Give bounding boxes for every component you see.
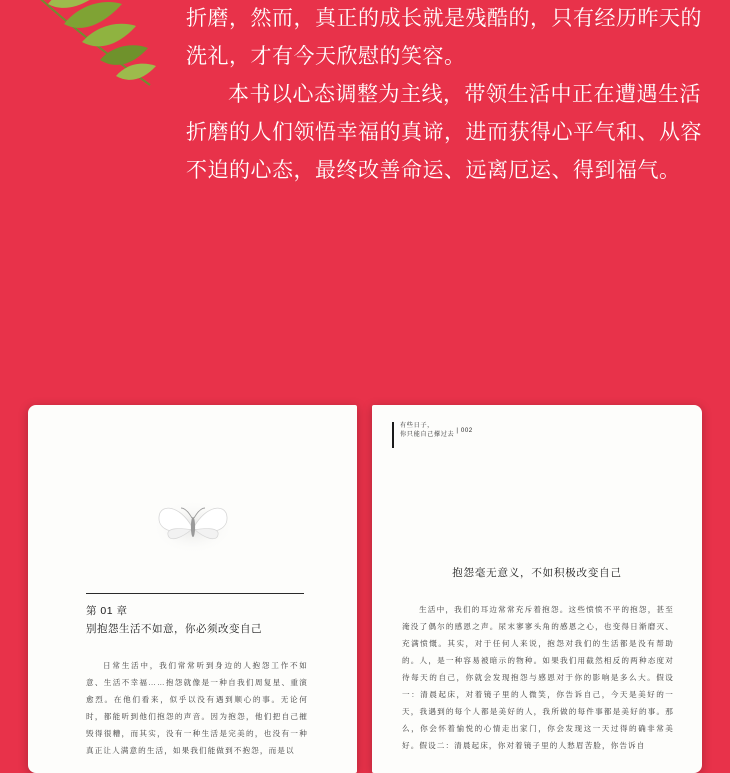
butterfly-icon: [150, 497, 236, 557]
book-spread-preview: [0, 405, 730, 773]
left-page-paragraph: 日常生活中，我们常常听到身边的人抱怨工作不如意、生活不幸福……抱怨就像是一种自我们周复星、重演愈烈。在他们看来，似乎以没有遇到顺心的事。无论何时，都能听到他们抱怨的声音。因为抱怨，他们把自己摧毁得很糟，而其实，没有一种生活是完美的，也没有一种真正让人满意的生活，如果我们能做到不抱怨，而是以: [86, 661, 308, 755]
butterfly-ornament: [28, 497, 357, 562]
page-number: 002: [460, 426, 473, 434]
running-head: [392, 421, 473, 448]
promo-paragraph-2: 本书以心态调整为主线，带领生活中正在遭遇生活折磨的人们领悟幸福的真谛，进而获得心平气和、从容不迫的心态，最终改善命运、远离厄运、得到福气。: [186, 83, 702, 182]
right-page-paragraph: 生活中，我们的耳边常常充斥着抱怨。这些愤愤不平的抱怨，甚至淹没了偶尔的感恩之声。尿末寥寥头角的感恩之心，也变得日渐磨灭、充满愤慨。其实，对于任何人来说，抱怨对我们的生活都是没有帮助的。人，是一种容易被暗示的物种。如果我们用截然相反的两种态度对待每天的自己，你就会发现抱怨与感恩对于你的影响是多么大。假设一：清晨起床，对着镜子里的人微笑，你告诉自己，今天是美好的一天，我遇到的每个人都是美好的人，我所做的每件事都是美好的事。那么，你会怀着愉悦的心情走出家门，你会发现这一天过得的确非常美好。假设二：清晨起床，你对着镜子里的人愁眉苦脸，你告诉自: [402, 605, 674, 750]
section-heading: 抱怨毫无意义，不如积极改变自己: [452, 567, 622, 579]
book-page-left: [28, 405, 357, 773]
chapter-title: 别抱怨生活不如意，你必须改变自己: [86, 623, 262, 635]
folio-separator: |: [456, 426, 458, 434]
chapter-divider: [86, 593, 304, 594]
running-head-line-1: 有些日子，: [400, 422, 434, 429]
chapter-number: 第 01 章: [86, 605, 128, 617]
leaf-decoration-icon: [0, 0, 180, 110]
running-head-line-2: 你只能自己撑过去: [400, 431, 455, 438]
right-page-body: [402, 601, 674, 754]
book-page-right: [372, 405, 702, 773]
promo-paragraph-1: 折磨，然而，真正的成长就是残酷的，只有经历昨天的洗礼，才有今天欣慰的笑容。: [186, 7, 702, 68]
running-head-text: [400, 421, 454, 439]
promo-copy: [186, 0, 706, 190]
left-page-body: [86, 657, 308, 759]
running-head-rule: [392, 422, 394, 448]
